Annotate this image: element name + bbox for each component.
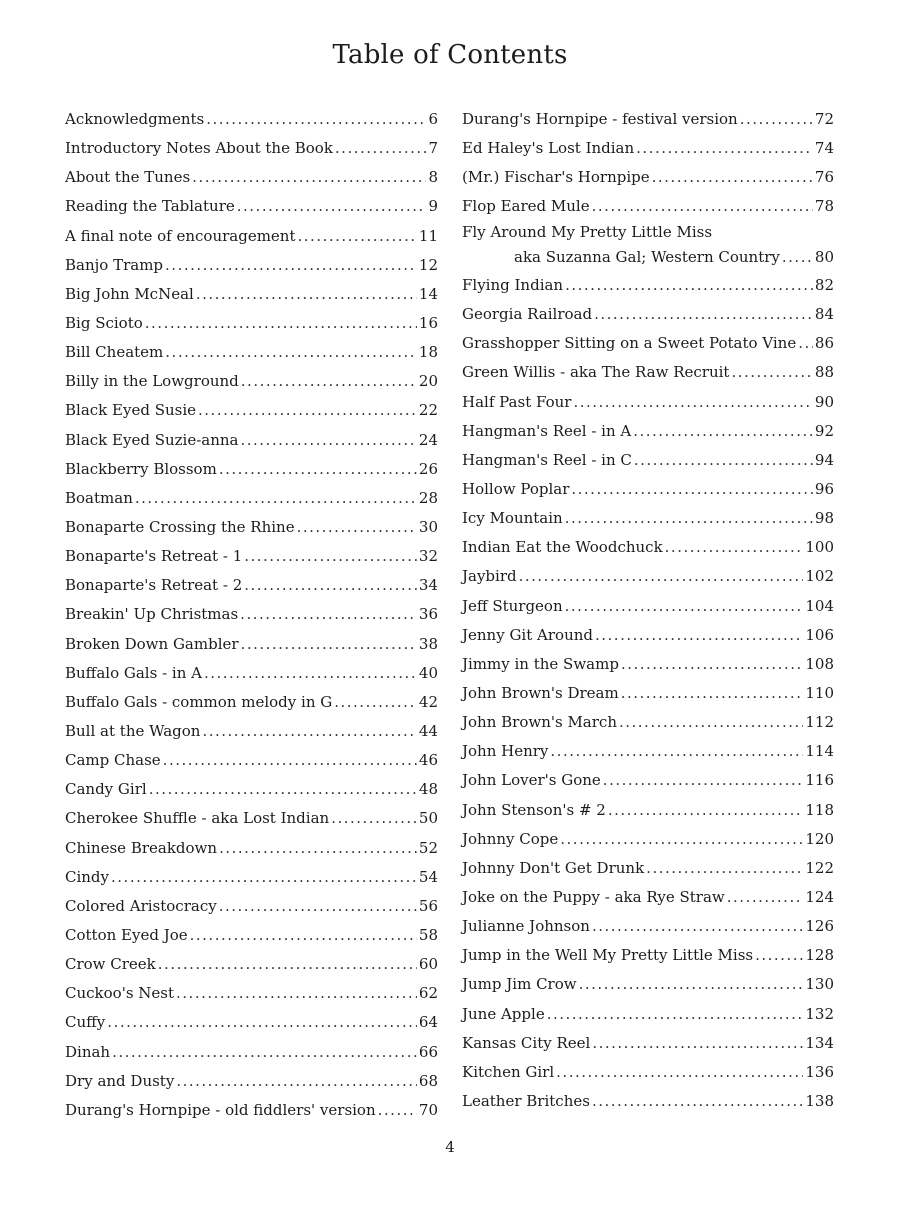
toc-entry-page: 36 bbox=[418, 605, 438, 624]
dot-leader bbox=[241, 630, 417, 659]
toc-entry-subtitle: aka Suzanna Gal; Western Country bbox=[514, 247, 780, 266]
toc-entry bbox=[65, 309, 438, 338]
toc-entry-subline bbox=[462, 243, 834, 272]
dot-leader bbox=[196, 280, 417, 309]
toc-entry-title: Colored Aristocracy bbox=[65, 896, 217, 915]
dot-leader bbox=[652, 163, 813, 192]
toc-entry-title: Reading the Tablature bbox=[65, 197, 235, 216]
toc-entry-page: 88 bbox=[814, 363, 834, 382]
toc-entry bbox=[65, 717, 438, 746]
toc-entry bbox=[65, 863, 438, 892]
toc-entry-title: Jimmy in the Swamp bbox=[462, 654, 619, 673]
dot-leader bbox=[571, 475, 813, 504]
dot-leader bbox=[198, 396, 417, 425]
dot-leader bbox=[727, 883, 804, 912]
toc-entry-page: 106 bbox=[805, 625, 834, 644]
toc-entry bbox=[462, 970, 834, 999]
toc-entry-title: John Brown's March bbox=[462, 713, 617, 732]
toc-entry-page: 108 bbox=[805, 654, 834, 673]
toc-entry bbox=[462, 912, 834, 941]
toc-entry-page: 82 bbox=[814, 276, 834, 295]
toc-entry-page: 74 bbox=[814, 139, 834, 158]
dot-leader bbox=[634, 446, 813, 475]
toc-entry bbox=[462, 679, 834, 708]
toc-entry-page: 56 bbox=[418, 896, 438, 915]
toc-entry-page: 78 bbox=[814, 197, 834, 216]
dot-leader bbox=[565, 271, 813, 300]
toc-entry-page: 16 bbox=[418, 313, 438, 332]
toc-entry bbox=[65, 834, 438, 863]
toc-entry-page: 50 bbox=[418, 809, 438, 828]
toc-entry-title: Cuffy bbox=[65, 1013, 106, 1032]
toc-entry-title: Bonaparte Crossing the Rhine bbox=[65, 517, 295, 536]
dot-leader bbox=[782, 243, 813, 272]
toc-entry-title: Julianne Johnson bbox=[462, 917, 590, 936]
toc-entry-title: Camp Chase bbox=[65, 751, 161, 770]
toc-entry-title: Joke on the Puppy - aka Rye Straw bbox=[462, 888, 725, 907]
dot-leader bbox=[192, 163, 426, 192]
toc-entry-title: Grasshopper Sitting on a Sweet Potato Vine bbox=[462, 334, 797, 353]
toc-entry-title: Buffalo Gals - in A bbox=[65, 663, 202, 682]
toc-entry-page: 126 bbox=[805, 917, 834, 936]
toc-entry-page: 100 bbox=[805, 538, 834, 557]
toc-entry-title: Hangman's Reel - in A bbox=[462, 421, 632, 440]
toc-entry-page: 14 bbox=[418, 284, 438, 303]
toc-entry-title: John Stenson's # 2 bbox=[462, 800, 606, 819]
toc-entry-title: Billy in the Lowground bbox=[65, 372, 239, 391]
dot-leader bbox=[619, 708, 803, 737]
dot-leader bbox=[237, 192, 427, 221]
toc-entry bbox=[65, 950, 438, 979]
toc-entry-page: 6 bbox=[428, 110, 438, 128]
dot-leader bbox=[335, 134, 427, 163]
dot-leader bbox=[592, 912, 803, 941]
toc-entry-title: Black Eyed Suzie-anna bbox=[65, 430, 239, 449]
toc-entry-page: 84 bbox=[814, 305, 834, 324]
dot-leader bbox=[219, 834, 417, 863]
toc-entry-title: Black Eyed Susie bbox=[65, 401, 197, 420]
toc-entry-page: 58 bbox=[418, 925, 438, 944]
toc-entry-page: 9 bbox=[428, 197, 438, 216]
toc-entry-title: Breakin' Up Christmas bbox=[65, 605, 239, 624]
toc-entry-title: Cherokee Shuffle - aka Lost Indian bbox=[65, 809, 330, 828]
toc-entry-page: 62 bbox=[418, 984, 438, 1003]
toc-entry bbox=[65, 892, 438, 921]
toc-entry-title: Dry and Dusty bbox=[65, 1071, 175, 1090]
toc-entry bbox=[462, 222, 834, 272]
toc-entry-page: 48 bbox=[418, 780, 438, 799]
dot-leader bbox=[592, 192, 813, 221]
toc-entry bbox=[462, 708, 834, 737]
toc-entry bbox=[65, 426, 438, 455]
dot-leader bbox=[334, 688, 417, 717]
toc-entry bbox=[462, 825, 834, 854]
toc-entry bbox=[65, 280, 438, 309]
toc-entry bbox=[65, 134, 438, 163]
toc-entry bbox=[65, 688, 438, 717]
dot-leader bbox=[665, 533, 804, 562]
dot-leader bbox=[145, 309, 417, 338]
toc-entry-page: 12 bbox=[418, 255, 438, 274]
toc-entry bbox=[462, 271, 834, 300]
toc-entry-title: Introductory Notes About the Book bbox=[65, 139, 333, 158]
toc-entry bbox=[65, 775, 438, 804]
toc-entry bbox=[462, 388, 834, 417]
toc-entry bbox=[65, 163, 438, 192]
dot-leader bbox=[755, 941, 803, 970]
dot-leader bbox=[594, 300, 813, 329]
dot-leader bbox=[163, 746, 417, 775]
dot-leader bbox=[592, 1087, 803, 1116]
toc-entry bbox=[65, 1096, 438, 1125]
toc-entry bbox=[65, 513, 438, 542]
toc-entry-title: Indian Eat the Woodchuck bbox=[462, 538, 663, 557]
toc-entry bbox=[462, 163, 834, 192]
dot-leader bbox=[149, 775, 417, 804]
toc-entry-page: 114 bbox=[805, 742, 834, 761]
dot-leader bbox=[560, 825, 803, 854]
dot-leader bbox=[176, 979, 417, 1008]
toc-entry-title: Banjo Tramp bbox=[65, 255, 164, 274]
toc-entry-title: Cindy bbox=[65, 867, 110, 886]
dot-leader bbox=[592, 1029, 803, 1058]
dot-leader bbox=[556, 1058, 803, 1087]
dot-leader bbox=[204, 659, 417, 688]
toc-entry-page: 92 bbox=[814, 421, 834, 440]
dot-leader bbox=[219, 455, 417, 484]
dot-leader bbox=[206, 105, 426, 134]
toc-entry bbox=[462, 300, 834, 329]
toc-entry bbox=[65, 338, 438, 367]
toc-entry-title: Kansas City Reel bbox=[462, 1033, 591, 1052]
toc-entry-title: Johnny Don't Get Drunk bbox=[462, 858, 645, 877]
toc-entry-page: 68 bbox=[418, 1071, 438, 1090]
dot-leader bbox=[621, 650, 803, 679]
toc-entry bbox=[65, 455, 438, 484]
toc-entry-title: A final note of encouragement bbox=[65, 226, 296, 245]
toc-entry bbox=[462, 358, 834, 387]
toc-entry-title: Durang's Hornpipe - old fiddlers' version bbox=[65, 1100, 376, 1119]
dot-leader bbox=[621, 679, 804, 708]
toc-entry-page: 98 bbox=[814, 509, 834, 528]
toc-entry-page: 112 bbox=[805, 713, 834, 732]
dot-leader bbox=[244, 542, 417, 571]
toc-entry bbox=[65, 979, 438, 1008]
toc-entry bbox=[65, 396, 438, 425]
dot-leader bbox=[633, 417, 813, 446]
toc-entry bbox=[462, 134, 834, 163]
toc-entry bbox=[462, 1058, 834, 1087]
toc-entry-page: 70 bbox=[418, 1100, 438, 1119]
toc-entry bbox=[462, 533, 834, 562]
toc-entry-title: Blackberry Blossom bbox=[65, 459, 217, 478]
page-number: 4 bbox=[445, 1138, 455, 1156]
toc-entry-page: 104 bbox=[805, 596, 834, 615]
dot-leader bbox=[646, 854, 803, 883]
toc-entry bbox=[462, 1029, 834, 1058]
toc-entry-title: Hangman's Reel - in C bbox=[462, 450, 632, 469]
toc-entry bbox=[65, 1008, 438, 1037]
toc-entry-page: 26 bbox=[418, 459, 438, 478]
dot-leader bbox=[158, 950, 417, 979]
toc-entry-title: Half Past Four bbox=[462, 392, 572, 411]
toc-entry-title: Bull at the Wagon bbox=[65, 721, 201, 740]
toc-entry-page: 128 bbox=[805, 946, 834, 965]
toc-entry-title: Flying Indian bbox=[462, 276, 564, 295]
toc-entry-title: Jaybird bbox=[462, 567, 517, 586]
toc-entry bbox=[65, 251, 438, 280]
toc-entry-title: Big John McNeal bbox=[65, 284, 194, 303]
toc-entry-page: 7 bbox=[428, 139, 438, 158]
toc-entry bbox=[65, 659, 438, 688]
toc-entry-title: Cotton Eyed Joe bbox=[65, 925, 188, 944]
toc-entry-title: Jeff Sturgeon bbox=[462, 596, 563, 615]
dot-leader bbox=[565, 592, 804, 621]
toc-entry bbox=[65, 630, 438, 659]
toc-entry bbox=[65, 571, 438, 600]
dot-leader bbox=[112, 1038, 417, 1067]
dot-leader bbox=[565, 504, 813, 533]
dot-leader bbox=[798, 329, 813, 358]
toc-entry-page: 86 bbox=[814, 334, 834, 353]
toc-entry-page: 32 bbox=[418, 547, 438, 566]
toc-entry-page: 34 bbox=[418, 576, 438, 595]
toc-entry-page: 130 bbox=[805, 975, 834, 994]
toc-column-right bbox=[462, 105, 834, 1116]
toc-entry-title: Crow Creek bbox=[65, 955, 156, 974]
toc-entry-title: Durang's Hornpipe - festival version bbox=[462, 110, 738, 128]
toc-entry-page: 44 bbox=[418, 721, 438, 740]
toc-entry-page: 80 bbox=[814, 247, 834, 266]
toc-entry-title: Jump in the Well My Pretty Little Miss bbox=[462, 946, 754, 965]
toc-entry bbox=[462, 941, 834, 970]
toc-entry-page: 42 bbox=[418, 692, 438, 711]
toc-entry-title: Candy Girl bbox=[65, 780, 147, 799]
dot-leader bbox=[107, 1008, 417, 1037]
toc-entry bbox=[65, 105, 438, 134]
toc-entry bbox=[462, 737, 834, 766]
toc-entry bbox=[462, 796, 834, 825]
toc-entry bbox=[65, 921, 438, 950]
toc-entry-title: Broken Down Gambler bbox=[65, 634, 239, 653]
toc-entry bbox=[462, 592, 834, 621]
toc-entry-title: Green Willis - aka The Raw Recruit bbox=[462, 363, 730, 382]
toc-entry-title: Jenny Git Around bbox=[462, 625, 593, 644]
toc-entry-page: 18 bbox=[418, 343, 438, 362]
dot-leader bbox=[297, 513, 417, 542]
toc-entry bbox=[65, 1067, 438, 1096]
dot-leader bbox=[244, 571, 417, 600]
toc-entry-page: 94 bbox=[814, 450, 834, 469]
toc-entry-title: Bonaparte's Retreat - 2 bbox=[65, 576, 243, 595]
toc-entry-title: Buffalo Gals - common melody in G bbox=[65, 692, 333, 711]
toc-entry bbox=[65, 1038, 438, 1067]
toc-entry-page: 102 bbox=[805, 567, 834, 586]
toc-entry bbox=[65, 192, 438, 221]
toc-entry bbox=[462, 192, 834, 221]
dot-leader bbox=[740, 105, 813, 134]
toc-entry-title: Dinah bbox=[65, 1042, 111, 1061]
dot-leader bbox=[595, 621, 803, 650]
toc-entry-title: (Mr.) Fischar's Hornpipe bbox=[462, 168, 650, 187]
dot-leader bbox=[573, 388, 812, 417]
toc-entry bbox=[462, 475, 834, 504]
dot-leader bbox=[240, 600, 417, 629]
dot-leader bbox=[240, 426, 416, 455]
dot-leader bbox=[219, 892, 417, 921]
toc-entry bbox=[462, 650, 834, 679]
dot-leader bbox=[176, 1067, 417, 1096]
dot-leader bbox=[202, 717, 416, 746]
toc-entry-title: Ed Haley's Lost Indian bbox=[462, 139, 635, 158]
dot-leader bbox=[731, 358, 812, 387]
toc-entry-page: 72 bbox=[814, 110, 834, 128]
toc-entry-page: 46 bbox=[418, 751, 438, 770]
toc-entry-title: Bill Cheatem bbox=[65, 343, 164, 362]
dot-leader bbox=[550, 737, 803, 766]
dot-leader bbox=[378, 1096, 417, 1125]
dot-leader bbox=[165, 251, 417, 280]
toc-entry-page: 28 bbox=[418, 488, 438, 507]
toc-entry bbox=[65, 222, 438, 251]
toc-entry bbox=[462, 504, 834, 533]
toc-entry-page: 120 bbox=[805, 829, 834, 848]
toc-entry-title: Big Scioto bbox=[65, 313, 143, 332]
toc-entry bbox=[65, 804, 438, 833]
dot-leader bbox=[519, 562, 804, 591]
toc-entry-title: Johnny Cope bbox=[462, 829, 559, 848]
toc-entry bbox=[462, 1087, 834, 1116]
toc-entry-title: About the Tunes bbox=[65, 168, 191, 187]
toc-entry bbox=[462, 766, 834, 795]
toc-entry-title: Hollow Poplar bbox=[462, 480, 570, 499]
toc-entry-page: 76 bbox=[814, 168, 834, 187]
toc-entry-page: 136 bbox=[805, 1062, 834, 1081]
toc-entry bbox=[462, 562, 834, 591]
toc-entry bbox=[65, 600, 438, 629]
toc-entry-title: Leather Britches bbox=[462, 1092, 590, 1110]
page-title: Table of Contents bbox=[332, 40, 568, 70]
toc-entry-page: 22 bbox=[418, 401, 438, 420]
toc-entry bbox=[462, 329, 834, 358]
toc-entry bbox=[462, 105, 834, 134]
dot-leader bbox=[241, 367, 417, 396]
toc-column-left bbox=[65, 105, 438, 1125]
toc-entry bbox=[462, 854, 834, 883]
toc-entry-title: John Brown's Dream bbox=[462, 684, 619, 703]
dot-leader bbox=[190, 921, 417, 950]
toc-entry-page: 138 bbox=[805, 1092, 834, 1110]
toc-entry-page: 96 bbox=[814, 480, 834, 499]
toc-entry-page: 134 bbox=[805, 1033, 834, 1052]
dot-leader bbox=[636, 134, 813, 163]
toc-entry-page: 118 bbox=[805, 800, 834, 819]
toc-entry-page: 8 bbox=[428, 168, 438, 187]
dot-leader bbox=[165, 338, 417, 367]
toc-entry-title: Chinese Breakdown bbox=[65, 838, 218, 857]
toc-entry-page: 30 bbox=[418, 517, 438, 536]
toc-entry bbox=[65, 367, 438, 396]
toc-entry bbox=[462, 446, 834, 475]
toc-entry-page: 38 bbox=[418, 634, 438, 653]
toc-entry-title: Georgia Railroad bbox=[462, 305, 593, 324]
dot-leader bbox=[135, 484, 417, 513]
toc-entry-page: 110 bbox=[805, 684, 834, 703]
toc-entry-page: 116 bbox=[805, 771, 834, 790]
toc-entry-page: 122 bbox=[805, 858, 834, 877]
toc-entry-page: 20 bbox=[418, 372, 438, 391]
toc-entry-page: 64 bbox=[418, 1013, 438, 1032]
dot-leader bbox=[608, 796, 804, 825]
toc-entry-title: Bonaparte's Retreat - 1 bbox=[65, 547, 243, 566]
toc-entry-page: 40 bbox=[418, 663, 438, 682]
toc-entry-page: 90 bbox=[814, 392, 834, 411]
toc-entry-page: 124 bbox=[805, 888, 834, 907]
toc-entry-page: 66 bbox=[418, 1042, 438, 1061]
toc-entry bbox=[65, 484, 438, 513]
dot-leader bbox=[579, 970, 804, 999]
toc-entry-page: 24 bbox=[418, 430, 438, 449]
toc-entry-page: 60 bbox=[418, 955, 438, 974]
toc-entry-title: Cuckoo's Nest bbox=[65, 984, 175, 1003]
toc-entry-page: 11 bbox=[418, 226, 438, 245]
toc-entry-title: John Lover's Gone bbox=[462, 771, 601, 790]
toc-entry-page: 54 bbox=[418, 867, 438, 886]
toc-entry-title: Acknowledgments bbox=[65, 110, 205, 128]
toc-entry-title: Flop Eared Mule bbox=[462, 197, 590, 216]
toc-entry bbox=[65, 746, 438, 775]
dot-leader bbox=[547, 1000, 804, 1029]
toc-entry-title: June Apple bbox=[462, 1004, 545, 1023]
toc-entry-page: 52 bbox=[418, 838, 438, 857]
toc-entry bbox=[462, 621, 834, 650]
toc-entry bbox=[65, 542, 438, 571]
toc-entry bbox=[462, 417, 834, 446]
toc-entry-title: Fly Around My Pretty Little Miss bbox=[462, 222, 713, 241]
dot-leader bbox=[298, 222, 417, 251]
toc-entry bbox=[462, 883, 834, 912]
toc-entry-page: 132 bbox=[805, 1004, 834, 1023]
dot-leader bbox=[331, 804, 417, 833]
toc-entry-title: John Henry bbox=[462, 742, 549, 761]
toc-entry-title: Icy Mountain bbox=[462, 509, 563, 528]
dot-leader bbox=[603, 766, 804, 795]
toc-entry-title: Jump Jim Crow bbox=[462, 975, 577, 994]
toc-entry-title: Kitchen Girl bbox=[462, 1062, 555, 1081]
toc-entry bbox=[462, 1000, 834, 1029]
dot-leader bbox=[111, 863, 417, 892]
toc-entry-title: Boatman bbox=[65, 488, 133, 507]
